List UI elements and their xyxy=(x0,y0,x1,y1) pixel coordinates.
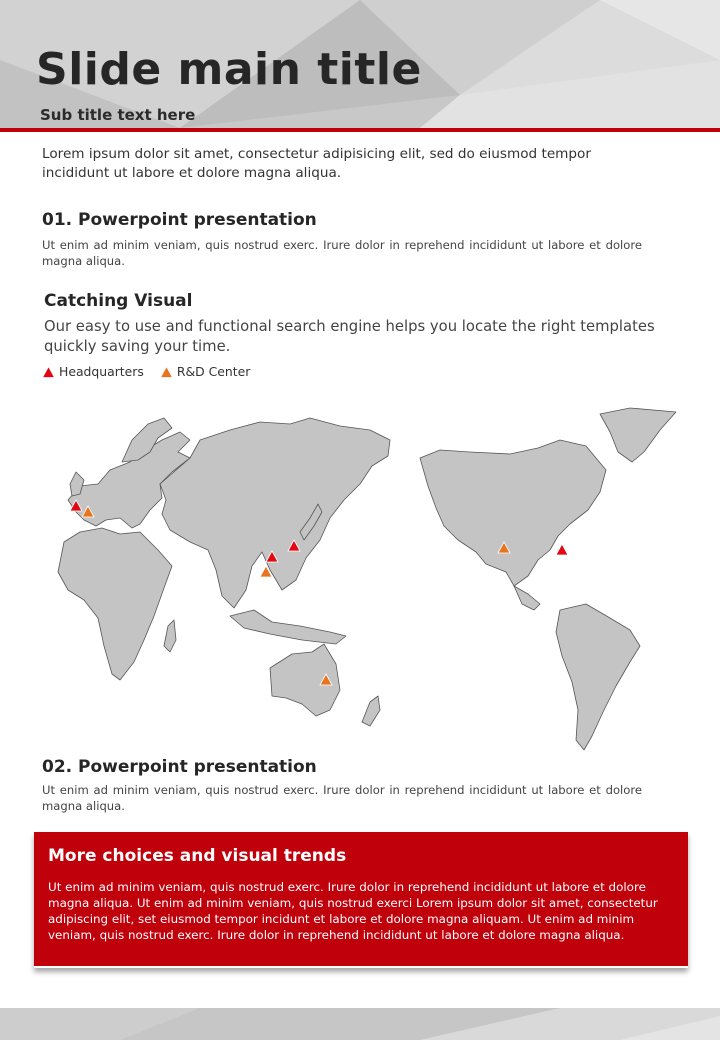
world-map xyxy=(40,400,685,760)
map-region-central-america xyxy=(514,586,540,610)
callout-title: More choices and visual trends xyxy=(48,846,347,866)
section-2-text: Ut enim ad minim veniam, quis nostrud exerc. Irure dolor in reprehend incididunt ut labore et dolore magna aliqua. xyxy=(42,783,642,813)
map-region-asia xyxy=(160,418,390,608)
legend-headquarters-label: Headquarters xyxy=(59,364,144,379)
map-region-greenland xyxy=(600,408,676,462)
map-region-africa xyxy=(58,528,172,680)
map-region-north-america xyxy=(420,440,606,586)
map-region-indonesia xyxy=(230,610,346,644)
section-1-text: Ut enim ad minim veniam, quis nostrud exerc. Irure dolor in reprehend incididunt ut labore et dolore magna aliqua. xyxy=(42,238,642,268)
headquarters-marker-us-east xyxy=(556,544,568,555)
legend-rnd-label: R&D Center xyxy=(176,364,251,379)
header-divider xyxy=(0,128,720,132)
legend-item-rnd xyxy=(160,364,250,379)
map-region-madagascar xyxy=(164,620,176,652)
visual-description: Our easy to use and functional search engine helps you locate the right templates quickly saving your time. xyxy=(44,318,655,355)
page-subtitle: Sub title text here xyxy=(40,106,196,124)
footer-banner xyxy=(0,1008,720,1040)
intro-paragraph: Lorem ipsum dolor sit amet, consectetur adipisicing elit, sed do eiusmod tempor incididunt ut labore et dolore magna aliqua. xyxy=(42,146,591,181)
footer-polygon-background xyxy=(0,1008,720,1040)
visual-title: Catching Visual xyxy=(44,291,193,311)
map-region-south-america xyxy=(556,604,640,750)
legend-item-headquarters xyxy=(42,364,144,379)
page-title: Slide main title xyxy=(36,44,422,95)
callout-text: Ut enim ad minim veniam, quis nostrud exerc. Irure dolor in reprehend incididunt ut labore et dolore magna aliqua. Ut enim ad minim veniam, quis nostrud exerci Lorem ipsum dolor sit amet, consectetur adipiscing elit, set eiusmod tempor incidunt et labore et dolore magna aliquam. Ut enim ad minim veniam, quis nostrud exerc. Irure dolor in reprehend incididunt ut labore et dolore magna aliqua. xyxy=(48,880,658,942)
section-2-heading: 02. Powerpoint presentation xyxy=(42,757,317,777)
section-1-heading: 01. Powerpoint presentation xyxy=(42,210,317,230)
map-region-new-zealand xyxy=(362,696,380,726)
map-legend xyxy=(42,364,266,379)
headquarters-triangle-icon xyxy=(42,366,55,378)
rnd-triangle-icon xyxy=(160,366,173,378)
callout-box xyxy=(34,832,688,968)
